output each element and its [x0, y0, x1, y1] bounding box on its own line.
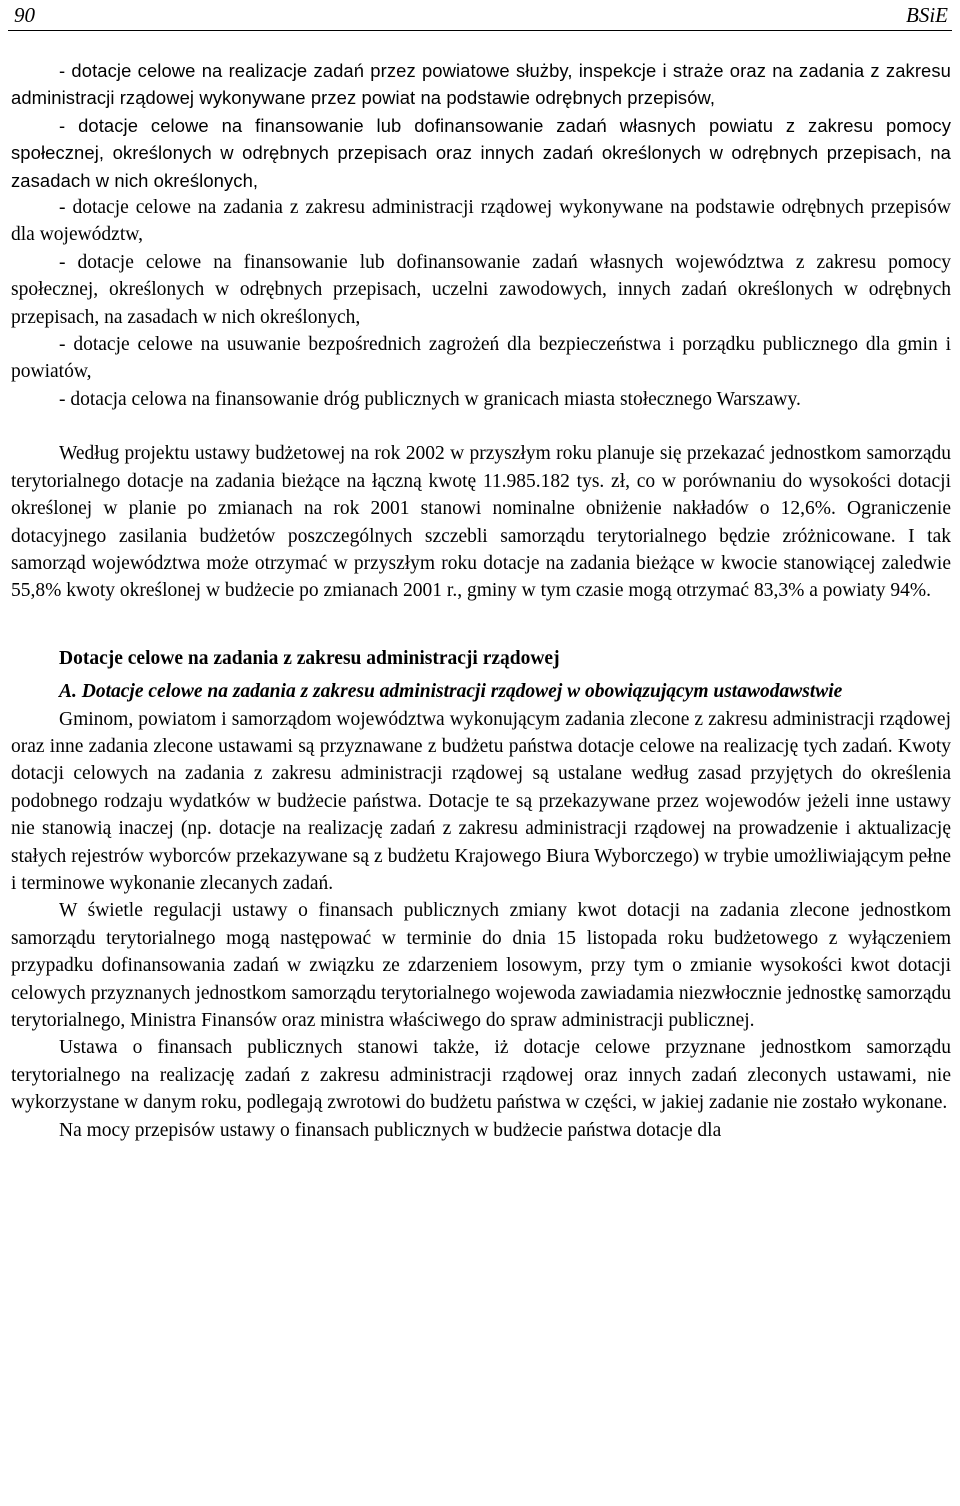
subsection-heading: A. Dotacje celowe na zadania z zakresu administracji rządowej w obowiązującym ustawodawstwie — [59, 681, 843, 703]
bullet-item: - dotacje celowe na realizacje zadań przez powiatowe służby, inspekcje i straże oraz na zadania z zakresu administracji rządowej wykonywane przez powiat na podstawie odrębnych przepisów, — [11, 60, 951, 109]
page-header — [8, 0, 952, 31]
bullet-item: - dotacje celowe na finansowanie lub dofinansowanie zadań własnych powiatu z zakresu pomocy społecznej, określonych w odrębnych przepisach oraz innych zadań określonych w odrębnych przepisach, na zasadach w nich określonych, — [11, 114, 951, 191]
body-paragraph: W świetle regulacji ustawy o finansach publicznych zmiany kwot dotacji na zadania zlecone jednostkom samorządu terytorialnego mogą następować w terminie do dnia 15 listopada roku budżetowego z wyłączeniem przypadku dofinansowania zadań w związku ze zdarzeniem losowym, przy tym o zmianie wysokości kwot dotacji celowych przyznanych jednostkom samorządu terytorialnego wojewoda zawiadamia niezwłocznie jednostkę samorządu terytorialnego, Ministra Finansów oraz ministra właściwego do spraw administracji publicznej. — [11, 900, 951, 1031]
section-heading: Dotacje celowe na zadania z zakresu administracji rządowej — [59, 647, 560, 669]
spacer — [11, 605, 951, 645]
body-paragraph: Gminom, powiatom i samorządom województwa wykonującym zadania zlecone z zakresu administracji rządowej oraz inne zadania zlecone ustawami są przyznawane z budżetu państwa dotacje celowe na realizację tych zadań. Kwoty dotacji celowych na zadania z zakresu administracji rządowej są ustalane według zasad przyjętych do określenia podobnego rodzaju wydatków w budżecie państwa. Dotacje te są przekazywane przez wojewodów jeżeli inne ustawy nie stanowią inaczej (np. dotacje na realizację zadań z zakresu administracji rządowej na prowadzenie i aktualizację stałych rejestrów wyborców przekazywane są z budżetu Krajowego Biura Wyborczego) w trybie umożliwiającym pełne i terminowe wykonanie zlecanych zadań. — [11, 708, 951, 894]
bullet-item: - dotacje celowe na zadania z zakresu administracji rządowej wykonywane na podstawie odrębnych przepisów dla województw, — [11, 197, 951, 246]
spacer — [11, 413, 951, 440]
body-paragraph: Na mocy przepisów ustawy o finansach publicznych w budżecie państwa dotacje dla — [59, 1119, 722, 1141]
bullet-item: - dotacja celowa na finansowanie dróg publicznych w granicach miasta stołecznego Warszawy. — [59, 388, 801, 410]
bullet-item: - dotacje celowe na finansowanie lub dofinansowanie zadań własnych województwa z zakresu pomocy społecznej, określonych w odrębnych przepisach, uczelni zawodowych, innych zadań określonych w odrębnych przepisach, na zasadach w nich określonych, — [11, 251, 951, 328]
body-paragraph: Ustawa o finansach publicznych stanowi także, iż dotacje celowe przyznane jednostkom samorządu terytorialnego na realizację zadań z zakresu administracji rządowej oraz innych zadań zleconych ustawami, nie wykorzystane w danym roku, podlegają zwrotowi do budżetu państwa w części, w jakiej zadanie nie zostało wykonane. — [11, 1037, 951, 1114]
page-number: 90 — [14, 3, 35, 27]
budget-paragraph: Według projektu ustawy budżetowej na rok 2002 w przyszłym roku planuje się przekazać jednostkom samorządu terytorialnego dotacje na zadania bieżące na łączną kwotę 11.985.182 tys. zł, co w porównaniu do wysokości dotacji określonej w planie po zmianach na rok 2001 stanowi nominalne obniżenie nakładów o 12,6%. Ograniczenie dotacyjnego zasilania budżetów poszczególnych szczebli samorządu terytorialnego będzie zróżnicowane. I tak samorząd województwa może otrzymać w przyszłym roku dotacje na zadania bieżące w kwocie stanowiącej zaledwie 55,8% kwoty określonej w budżecie po zmianach 2001 r., gminy w tym czasie mogą otrzymać 83,3% a powiaty 94%. — [11, 443, 951, 602]
bullet-item: - dotacje celowe na usuwanie bezpośrednich zagrożeń dla bezpieczeństwa i porządku publicznego dla gmin i powiatów, — [11, 334, 951, 383]
publication-name: BSiE — [906, 3, 948, 27]
page-body — [11, 57, 951, 1144]
